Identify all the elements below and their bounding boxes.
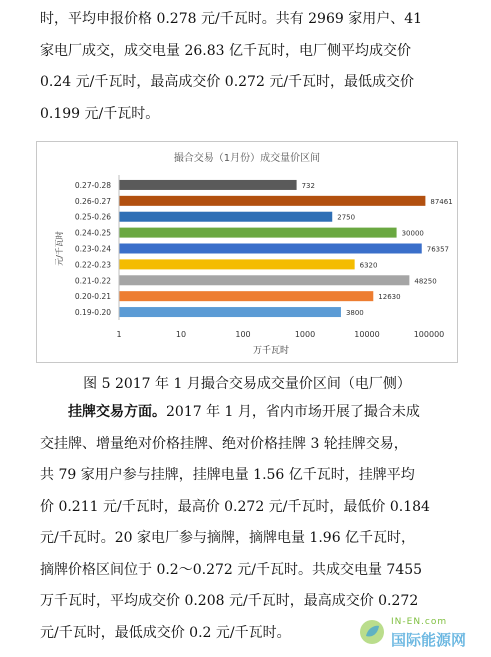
x-tick-label: 10000 (354, 330, 380, 339)
bar (119, 291, 373, 301)
text-line: 摘牌价格区间位于 0.2～0.272 元/千瓦时。共成交电量 7455 (40, 561, 423, 578)
x-tick-label: 1000 (294, 330, 316, 339)
x-tick-label: 1 (116, 330, 122, 339)
text-line: 元/千瓦时。20 家电厂参与摘牌，摘牌电量 1.96 亿千瓦时， (40, 530, 416, 546)
data-label: 3800 (345, 309, 364, 318)
paragraph-top (40, 4, 460, 130)
category-label: 0.22-0.23 (74, 260, 111, 270)
category-label: 0.27-0.28 (74, 180, 111, 190)
watermark-logo (359, 615, 485, 651)
text-line-rest: 2017 年 1 月，省内市场开展了撮合未成 (166, 404, 420, 420)
category-label: 0.24-0.25 (74, 228, 111, 238)
category-label: 0.21-0.22 (74, 276, 111, 286)
data-label: 30000 (401, 229, 424, 238)
bar (119, 212, 332, 222)
data-label: 76357 (426, 245, 450, 254)
category-label: 0.26-0.27 (74, 196, 111, 206)
bar (119, 259, 355, 269)
data-label: 12630 (378, 293, 401, 302)
price-volume-chart (37, 142, 457, 362)
text-line: 0.199 元/千瓦时。 (40, 105, 160, 122)
text-line: 0.24 元/千瓦时，最高成交价 0.272 元/千瓦时，最低成交价 (40, 74, 415, 90)
x-axis-label: 万千瓦时 (252, 346, 290, 356)
bar (119, 196, 425, 206)
data-label: 6320 (359, 261, 378, 270)
x-tick-label: 10 (175, 330, 187, 339)
chart-frame (36, 141, 458, 363)
figure-caption: 图 5 2017 年 1 月撮合交易成交量价区间（电厂侧） (83, 376, 411, 392)
data-label: 2750 (337, 213, 356, 222)
text-line: 交挂牌、增量绝对价格挂牌、绝对价格挂牌 3 轮挂牌交易， (40, 435, 408, 452)
text-line: 价 0.211 元/千瓦时，最高价 0.272 元/千瓦时，最低价 0.184 (40, 498, 430, 515)
category-label: 0.19-0.20 (74, 308, 111, 318)
section-lead: 挂牌交易方面。 (68, 404, 166, 420)
text-line: 共 79 家用户参与挂牌，挂牌电量 1.56 亿千瓦时，挂牌平均 (40, 467, 415, 483)
bar (119, 307, 341, 317)
text-line-first (40, 397, 460, 429)
text-line: 家电厂成交，成交电量 26.83 亿千瓦时，电厂侧平均成交价 (40, 42, 411, 59)
watermark-name: 国际能源网 (391, 631, 467, 649)
x-tick-label: 100 (235, 330, 251, 339)
x-tick-label: 100000 (413, 330, 445, 339)
data-label: 732 (301, 181, 315, 190)
category-label: 0.20-0.21 (74, 292, 111, 302)
y-axis-label: 元/千瓦时 (55, 231, 64, 266)
chart-title: 撮合交易（1月份）成交量价区间 (173, 153, 321, 164)
bar (119, 228, 397, 238)
bar (119, 244, 422, 254)
leaf-icon (359, 619, 385, 645)
category-label: 0.25-0.26 (74, 212, 111, 222)
paragraph-bottom (40, 397, 460, 649)
text-line: 时，平均申报价格 0.278 元/千瓦时。共有 2969 家用户、41 (40, 11, 423, 27)
text-line: 元/千瓦时，最低成交价 0.2 元/千瓦时。 (40, 624, 291, 641)
data-label: 48250 (414, 277, 437, 286)
text-line: 万千瓦时，平均成交价 0.208 元/千瓦时，最高成交价 0.272 (40, 593, 419, 609)
category-label: 0.23-0.24 (74, 244, 111, 254)
data-label: 87461 (430, 197, 453, 206)
bar (119, 180, 297, 190)
bar (119, 275, 409, 285)
watermark-domain: IN-EN.com (391, 617, 448, 627)
